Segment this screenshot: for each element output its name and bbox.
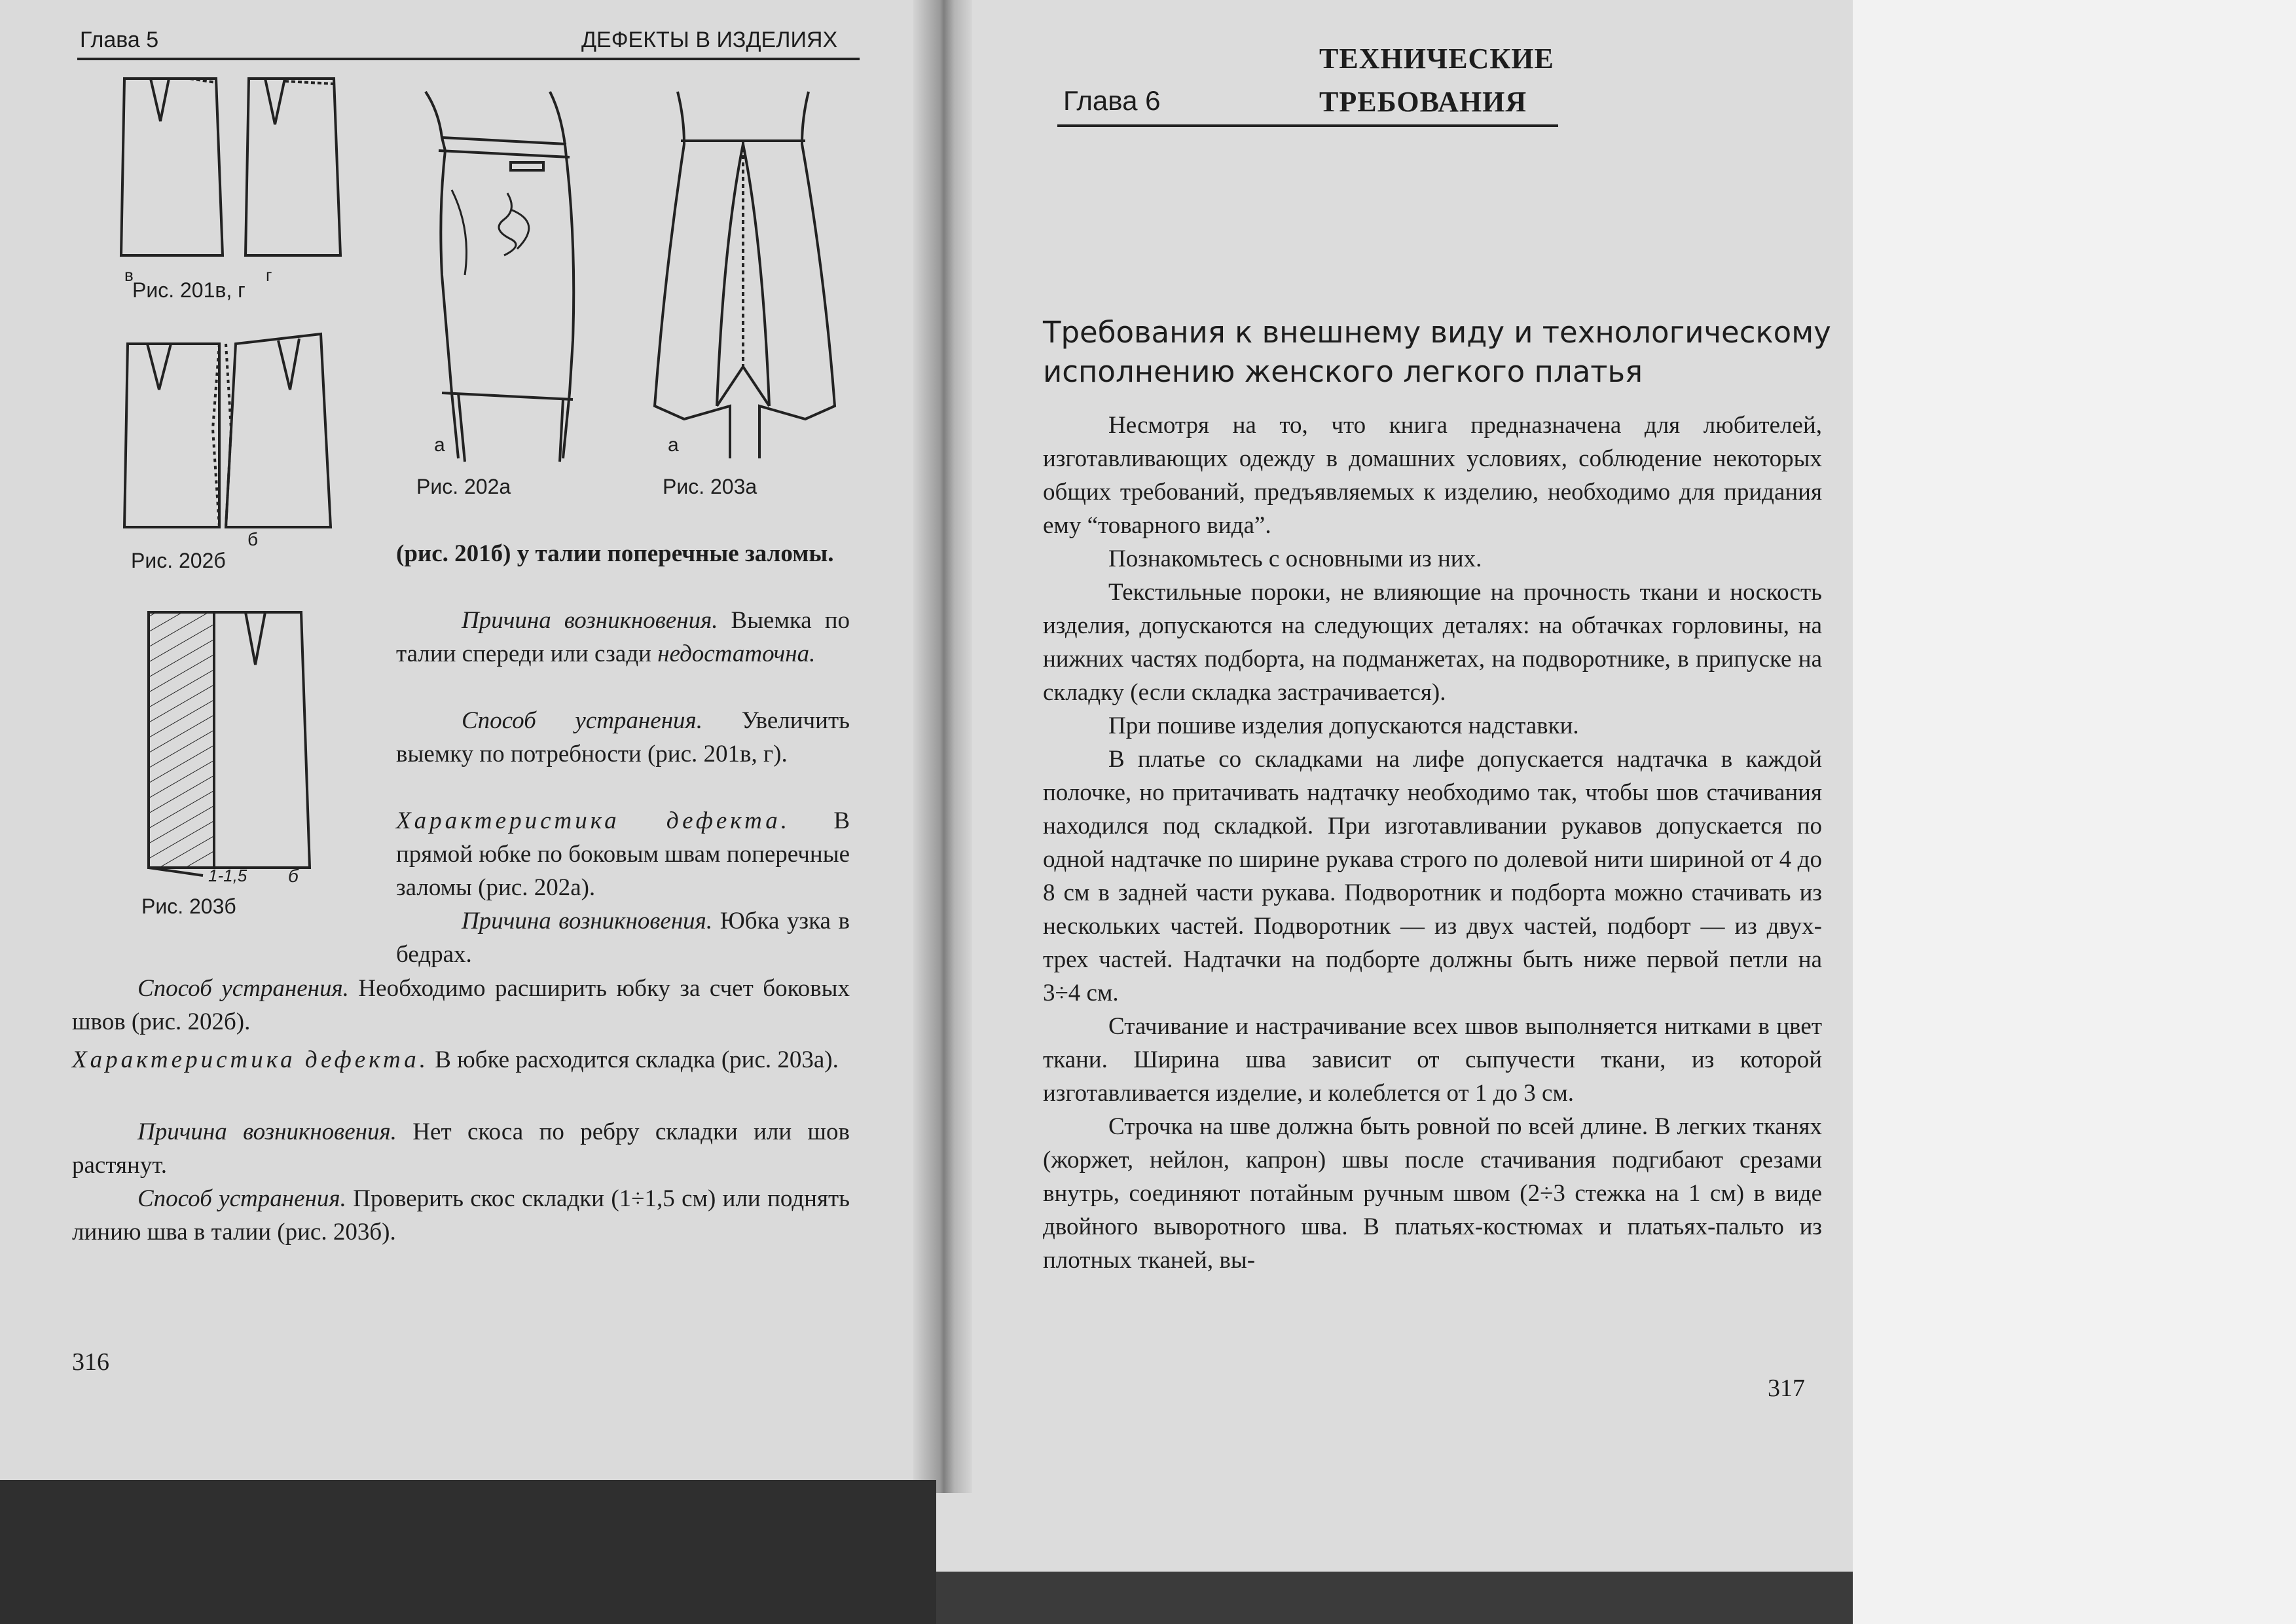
right-paragraph-3: Текстильные пороки, не влияющие на прочность ткани и носкость изделия, допускаются на следующих деталях: на обтачках горловины, на нижних частях подборта, на подманжетах, на подворотнике, в припуске на складку (если складка застрачивается).	[1043, 579, 1822, 706]
running-head-title: ДЕФЕКТЫ В ИЗДЕЛИЯХ	[581, 28, 838, 52]
caption-fig-203b: Рис. 203б	[141, 895, 236, 918]
p2-label: Причина возникновения.	[462, 607, 718, 634]
fig-label-g: г	[266, 265, 272, 285]
p2-italic: недостаточна.	[657, 640, 816, 667]
page-number-right: 317	[1768, 1375, 1805, 1402]
p5-label: Причина возникновения.	[462, 908, 713, 934]
figure-side-skirt-drawing	[412, 79, 622, 465]
text-p1: (рис. 201б) у талии поперечные заломы.	[396, 540, 834, 567]
skirt-pleat-bevel-drawing	[141, 606, 318, 881]
p9-label: Способ устранения.	[137, 1185, 346, 1212]
right-paragraph-7: Строчка на шве должна быть ровной по всей длине. В легких тканях (жоржет, нейлон, капрон) швы после стачивания подгибают срезами внутрь, соединяют потайным ручным швом (2÷3 стежка на 1 см) в виде двойного выворотного шва. В платьях-костюмах и платьях-пальто из плотных тканей, вы-	[1043, 1113, 1822, 1274]
right-paragraph-2: Познакомьтесь с основными из них.	[1108, 545, 1482, 572]
scanner-shadow	[0, 1480, 936, 1624]
caption-fig-203a: Рис. 203а	[663, 475, 757, 498]
p7-label: Характеристика дефекта.	[72, 1046, 429, 1073]
section-title-line2: исполнению женского легкого платья	[1043, 354, 1643, 389]
scanner-shadow-right	[936, 1572, 1853, 1624]
running-head-chapter: Глава 5	[80, 28, 159, 52]
fig-label-a203: а	[668, 434, 679, 456]
chapter-head-rule	[1057, 124, 1558, 127]
p7-text: В юбке расходится складка (рис. 203а).	[435, 1046, 839, 1073]
figure-203a	[645, 79, 848, 465]
caption-fig-202a: Рис. 202а	[416, 475, 511, 498]
text-p9	[72, 1182, 850, 1249]
chapter-title-line1: ТЕХНИЧЕСКИЕ	[1319, 43, 1554, 75]
fig-label-b202: б	[247, 529, 259, 549]
chapter-label: Глава 6	[1063, 85, 1161, 116]
p6-label: Способ устранения.	[137, 975, 349, 1002]
text-p8	[72, 1115, 850, 1182]
p4-label: Характеристика дефекта.	[396, 807, 790, 834]
right-paragraph-1: Несмотря на то, что книга предназначена для любителей, изготавливающих одежду в домашних условиях, соблюдение некоторых общих требований, предъявляемых к изделию, необходимо для придания ему “товарного вида”.	[1043, 412, 1822, 539]
text-p4	[396, 804, 850, 904]
right-paragraph-5: В платье со складками на лифе допускается надтачка в каждой полочке, но притачивать надтачку необходимо так, чтобы шов стачивания находился под складкой. При изготавливании рукавов допускается по одной надтачке по ширине рукава строго по долевой нити шириной от 4 до 8 см в задней части рукава. Подворотник и подборта можно стачивать из нескольких частей. Подворотник — из двух частей, подборт — из двух-трех частей. Надтачки на подборте должны быть ниже первой петли на 3÷4 см.	[1043, 746, 1822, 1006]
fig-label-a202: а	[434, 434, 445, 456]
page-number-left: 316	[72, 1348, 109, 1376]
p2-text: Выемка по талии спереди или сзади	[396, 607, 850, 667]
figure-203b	[141, 606, 318, 881]
figure-201vg	[118, 72, 347, 268]
p5-text: Юбка узка в бедрах.	[396, 908, 850, 968]
chapter-title-line2: ТРЕБОВАНИЯ	[1319, 86, 1527, 118]
text-p6	[72, 972, 850, 1039]
text-p5	[396, 904, 850, 971]
figure-202b	[121, 331, 344, 534]
book-gutter	[913, 0, 972, 1493]
text-p3	[396, 704, 850, 771]
caption-fig-202b: Рис. 202б	[131, 549, 226, 572]
figure-202a	[412, 79, 622, 465]
right-body-text	[1043, 409, 1822, 1277]
right-paragraph-4: При пошиве изделия допускаются надставки.	[1108, 712, 1579, 739]
p9-text: Проверить скос складки (1÷1,5 см) или поднять линию шва в талии (рис. 203б).	[72, 1185, 850, 1246]
p8-text: Нет скоса по ребру складки или шов растянут.	[72, 1118, 850, 1179]
section-title	[1043, 313, 1831, 392]
fig-dimension-label: 1-1,5	[208, 866, 247, 885]
skirt-side-seams-drawing	[121, 331, 344, 534]
scanner-edge	[1853, 0, 2296, 1624]
p3-label: Способ устранения.	[462, 707, 703, 734]
section-title-line1: Требования к внешнему виду и технологическому	[1043, 315, 1831, 350]
skirt-patterns-drawing	[118, 72, 347, 268]
fig-label-v: в	[124, 265, 134, 285]
p3-text: Увеличить выемку по потребности (рис. 201в, г).	[396, 707, 850, 767]
text-p2	[396, 604, 850, 671]
fig-label-b203: б	[288, 866, 299, 886]
p4-text: В прямой юбке по боковым швам поперечные заломы (рис. 202а).	[396, 807, 850, 901]
right-paragraph-6: Стачивание и настрачивание всех швов выполняется нитками в цвет ткани. Ширина шва зависит от сыпучести ткани, из которой изготавливается изделие, и колеблется от 1 до 3 см.	[1043, 1013, 1822, 1107]
text-p7	[72, 1043, 850, 1077]
running-head-rule	[77, 58, 860, 60]
caption-fig-201vg: Рис. 201в, г	[132, 278, 246, 302]
p6-text: Необходимо расширить юбку за счет боковых швов (рис. 202б).	[72, 975, 850, 1035]
figure-back-skirt-drawing	[645, 79, 848, 465]
p8-label: Причина возникновения.	[137, 1118, 397, 1145]
